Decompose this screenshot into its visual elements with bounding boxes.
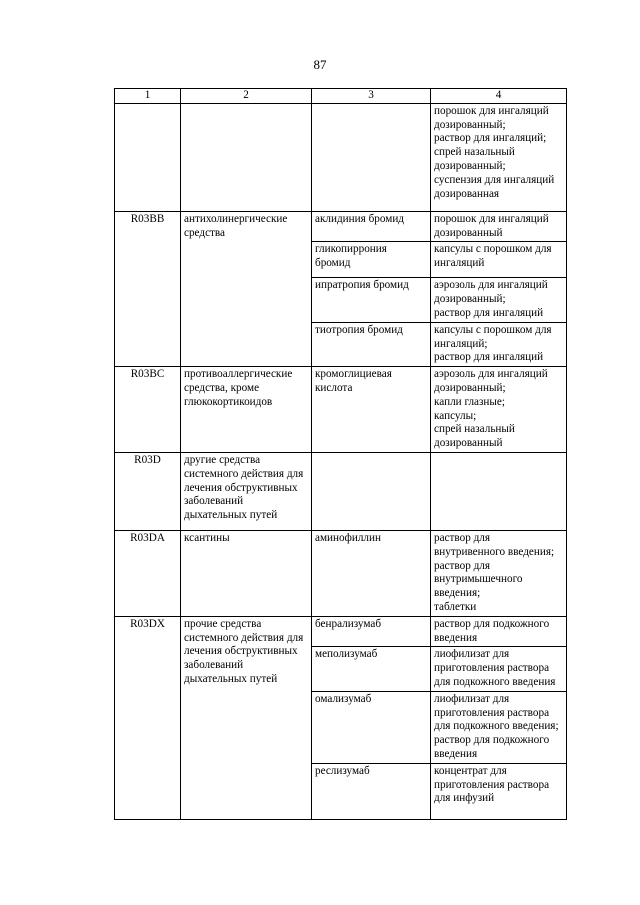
dosage-form-text: порошок для ингаляций: [434, 212, 549, 225]
atc-code-cell: [115, 103, 181, 211]
atc-code: R03DX: [130, 617, 165, 630]
dosage-form-text: суспензия для ингаляций: [434, 173, 555, 186]
dosage-form-cell: [431, 530, 567, 616]
dosage-form-text: введения: [434, 631, 478, 644]
dosage-form-text: дозированный;: [434, 293, 506, 306]
drug-group-text: антихолинергические: [184, 212, 288, 225]
dosage-form-text: раствор для: [434, 531, 491, 544]
drug-name-text: аклидиния бромид: [315, 212, 404, 225]
dosage-form-cell: [431, 616, 567, 647]
drug-name-text: кромоглициевая: [315, 368, 392, 381]
dosage-form-text: приготовления раствора: [434, 706, 550, 719]
dosage-form-text: раствор для ингаляций: [434, 351, 544, 364]
drug-group-cell: [181, 452, 312, 530]
dosage-form-cell: [431, 242, 567, 278]
dosage-form-text: для подкожного введения;: [434, 720, 559, 733]
dosage-form-text: приготовления раствора: [434, 662, 550, 675]
table-row: [115, 367, 567, 453]
atc-code-cell: [115, 367, 181, 453]
dosage-form-text: раствор для: [434, 559, 491, 572]
dosage-form-text: внутривенного введения;: [434, 545, 555, 558]
drug-group-text: другие средства: [184, 453, 261, 466]
drug-group-text: ксантины: [184, 531, 230, 544]
drug-group-text: заболеваний: [184, 495, 244, 508]
table-header-row: [115, 89, 567, 104]
dosage-form-cell: [431, 367, 567, 453]
header-col-2: 2: [181, 89, 312, 104]
dosage-form-text: раствор для ингаляций: [434, 306, 544, 319]
atc-code-cell: [115, 616, 181, 819]
dosage-form-cell: [431, 691, 567, 763]
dosage-form-text: капсулы с порошком для: [434, 243, 552, 256]
drug-group-cell: [181, 367, 312, 453]
drug-name-cell: [312, 763, 431, 819]
drug-group-text: противоаллергические: [184, 368, 293, 381]
drug-name-cell: [312, 616, 431, 647]
table-row: [115, 103, 567, 211]
dosage-form-text: раствор для подкожного: [434, 734, 550, 747]
dosage-form-cell: [431, 278, 567, 322]
dosage-form-cell: [431, 103, 567, 211]
dosage-form-text: капсулы с порошком для: [434, 323, 552, 336]
dosage-form-text: лиофилизат для: [434, 648, 510, 661]
drug-name-text: бенрализумаб: [315, 617, 382, 630]
table-row: [115, 452, 567, 530]
drug-name-cell: [312, 530, 431, 616]
atc-code-cell: [115, 452, 181, 530]
drug-group-cell: [181, 211, 312, 366]
drug-group-text: средства, кроме: [184, 381, 260, 394]
dosage-form-cell: [431, 322, 567, 366]
dosage-form-text: ингаляций: [434, 257, 485, 270]
dosage-form-text: порошок для ингаляций: [434, 104, 549, 117]
drug-group-text: заболеваний: [184, 659, 244, 672]
table-row: [115, 616, 567, 647]
atc-code-cell: [115, 530, 181, 616]
drug-table: [114, 88, 567, 820]
dosage-form-text: для подкожного введения: [434, 675, 556, 688]
dosage-form-text: внутримышечного: [434, 573, 523, 586]
dosage-form-text: капсулы;: [434, 409, 477, 422]
page-number: 87: [313, 57, 327, 72]
drug-group-text: лечения обструктивных: [184, 645, 298, 658]
drug-name-cell: [312, 647, 431, 691]
drug-name-text: ипратропия бромид: [315, 279, 409, 292]
header-col-4: 4: [431, 89, 567, 104]
drug-group-text: системного действия для: [184, 631, 304, 644]
dosage-form-text: введения: [434, 747, 478, 760]
drug-name-text: кислота: [315, 381, 353, 394]
dosage-form-text: дозированный: [434, 226, 503, 239]
dosage-form-text: таблетки: [434, 600, 477, 613]
drug-group-text: дыхательных путей: [184, 509, 278, 522]
drug-name-cell: [312, 691, 431, 763]
table-row: [115, 211, 567, 242]
dosage-form-text: приготовления раствора: [434, 778, 550, 791]
dosage-form-text: дозированный;: [434, 381, 506, 394]
header-col-1: 1: [115, 89, 181, 104]
drug-name-cell: [312, 452, 431, 530]
dosage-form-text: введения;: [434, 587, 481, 600]
dosage-form-text: аэрозоль для ингаляций: [434, 279, 548, 292]
drug-name-text: реслизумаб: [315, 764, 370, 777]
dosage-form-text: концентрат для: [434, 764, 507, 777]
drug-name-cell: [312, 278, 431, 322]
drug-group-text: прочие средства: [184, 617, 262, 630]
drug-group-text: дыхательных путей: [184, 672, 278, 685]
drug-group-text: глюкокортикоидов: [184, 395, 273, 408]
drug-group-text: средства: [184, 226, 226, 239]
dosage-form-text: дозированный;: [434, 159, 506, 172]
atc-code: R03DA: [130, 531, 165, 544]
dosage-form-text: для инфузий: [434, 792, 495, 805]
atc-code: R03D: [134, 453, 161, 466]
dosage-form-text: капли глазные;: [434, 395, 506, 408]
drug-name-text: бромид: [315, 257, 351, 270]
dosage-form-text: дозированный;: [434, 118, 506, 131]
drug-group-cell: [181, 616, 312, 819]
drug-name-cell: [312, 367, 431, 453]
drug-name-text: гликопиррония: [315, 243, 387, 256]
atc-code-cell: [115, 211, 181, 366]
dosage-form-cell: [431, 452, 567, 530]
drug-name-cell: [312, 211, 431, 242]
drug-name-text: тиотропия бромид: [315, 323, 403, 336]
drug-name-text: омализумаб: [315, 692, 372, 705]
dosage-form-text: раствор для ингаляций;: [434, 132, 547, 145]
dosage-form-text: аэрозоль для ингаляций: [434, 368, 548, 381]
table-row: [115, 530, 567, 616]
dosage-form-text: спрей назальный: [434, 423, 515, 436]
drug-group-cell: [181, 103, 312, 211]
atc-code: R03BC: [130, 368, 165, 381]
drug-name-cell: [312, 322, 431, 366]
drug-group-cell: [181, 530, 312, 616]
drug-name-cell: [312, 242, 431, 278]
drug-group-text: лечения обструктивных: [184, 481, 298, 494]
dosage-form-text: дозированный: [434, 437, 503, 450]
dosage-form-text: лиофилизат для: [434, 692, 510, 705]
table-body: [115, 103, 567, 819]
drug-name-text: меполизумаб: [315, 648, 378, 661]
drug-group-text: системного действия для: [184, 467, 304, 480]
dosage-form-text: раствор для подкожного: [434, 617, 550, 630]
dosage-form-text: дозированная: [434, 187, 500, 200]
dosage-form-cell: [431, 647, 567, 691]
dosage-form-cell: [431, 763, 567, 819]
drug-name-cell: [312, 103, 431, 211]
dosage-form-text: спрей назальный: [434, 146, 515, 159]
header-col-3: 3: [312, 89, 431, 104]
dosage-form-text: ингаляций;: [434, 337, 488, 350]
dosage-form-cell: [431, 211, 567, 242]
drug-name-text: аминофиллин: [315, 531, 381, 544]
atc-code: R03BB: [130, 212, 165, 225]
